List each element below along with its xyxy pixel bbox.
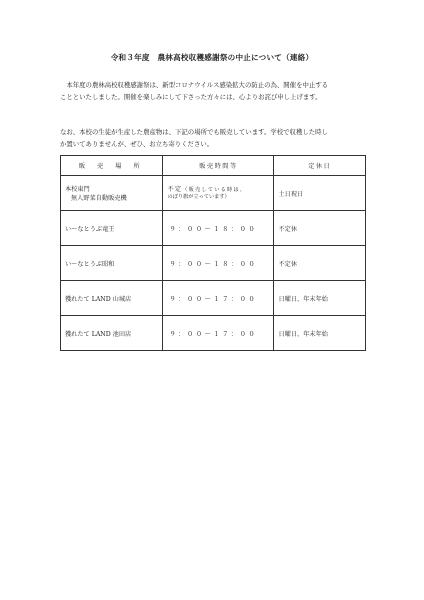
- closed-cell: 不定休: [274, 211, 366, 246]
- place-cell: 獲れたて LAND 池田店: [61, 316, 163, 351]
- hours-cell: [163, 246, 274, 281]
- hours-note: （販売している時は、: [182, 187, 247, 193]
- closed-cell: 日曜日、年末年始: [274, 281, 366, 316]
- hours-value: 不定: [167, 186, 183, 193]
- table-row: [61, 176, 366, 211]
- place-subname: 無人野菜自動販売機: [71, 195, 127, 202]
- hours-value: ９：００～１８：００: [169, 225, 258, 233]
- table-row: [61, 316, 366, 351]
- table-row: [61, 281, 366, 316]
- hours-cell: [163, 281, 274, 316]
- closed-cell: 不定休: [274, 246, 366, 281]
- place-cell: い～なとうぶ竜王: [61, 211, 163, 246]
- place-cell: い～なとうぶ昭和: [61, 246, 163, 281]
- table-row: [61, 246, 366, 281]
- table-row: [61, 211, 366, 246]
- place-name: 本校東門: [65, 186, 90, 193]
- header-closed: 定休日: [274, 156, 366, 176]
- sales-info-paragraph: [60, 127, 376, 150]
- cancellation-paragraph: [60, 80, 376, 103]
- header-place: 販 売 場 所: [61, 156, 163, 176]
- place-cell: 獲れたて LAND 山城店: [61, 281, 163, 316]
- document-title: 令和３年度 農林高校収穫感謝祭の中止について（連絡）: [110, 53, 314, 62]
- place-cell: [61, 176, 163, 211]
- hours-value: ９：００～１８：００: [169, 260, 258, 268]
- hours-cell: [163, 211, 274, 246]
- sales-info-line-1: なお、本校の生徒が生産した農産物は、下記の場所でも販売しています。学校で収穫した時し: [60, 128, 328, 136]
- hours-value: ９：００～１７：００: [169, 295, 258, 303]
- closed-cell: 日曜日、年末年始: [274, 316, 366, 351]
- cancellation-line-2: ことといたしました。開催を楽しみにして下さった方々には、心よりお詫び申し上げます。: [60, 92, 322, 101]
- closed-cell: 土日祝日: [274, 176, 366, 211]
- hours-cell: [163, 176, 274, 211]
- sales-info-line-2: か置いてありませんが、ぜひ、お立ち寄りください。: [60, 139, 214, 148]
- sales-locations-table: [60, 155, 366, 351]
- header-hours: 販売時間等: [163, 156, 274, 176]
- cancellation-line-1: 本年度の農林高校収穫感謝祭は、新型コロナウイルス感染拡大の防止の為、開催を中止する: [66, 81, 329, 89]
- hours-cell: [163, 316, 274, 351]
- hours-note-2: のぼり旗が立っています）: [167, 194, 230, 200]
- table-header-row: [61, 156, 366, 176]
- hours-value: ９：００～１７：００: [169, 330, 258, 338]
